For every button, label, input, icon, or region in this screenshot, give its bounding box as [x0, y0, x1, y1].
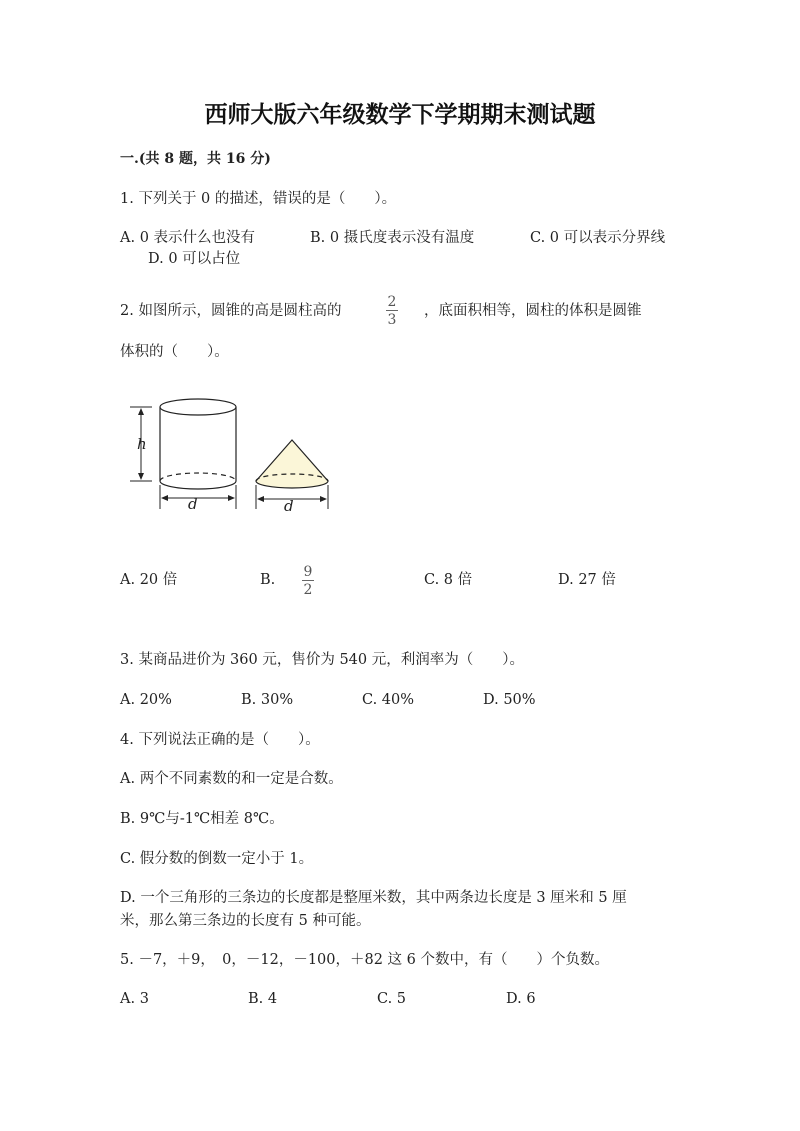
cylinder-diameter-label-d: d — [188, 495, 198, 513]
q3-stem: 3. 某商品进价为 360 元，售价为 540 元，利润率为（ ）。 — [120, 652, 524, 668]
q2-option-d: D. 27 倍 — [558, 572, 616, 588]
height-label-h: h — [137, 435, 147, 453]
q4-option-c: C. 假分数的倒数一定小于 1。 — [120, 851, 314, 867]
q4-option-b: B. 9℃与-1℃相差 8℃。 — [120, 811, 284, 827]
section-heading: 一.(共 8 题，共 16 分) — [120, 151, 271, 167]
q4-option-d-line2: 米，那么第三条边的长度有 5 种可能。 — [120, 913, 371, 929]
q2-option-a: A. 20 倍 — [120, 572, 178, 588]
q2-option-c: C. 8 倍 — [424, 572, 473, 588]
q2-option-b-numerator: 9 — [303, 564, 313, 580]
q5-option-d: D. 6 — [506, 991, 536, 1007]
q1-option-c: C. 0 可以表示分界线 — [530, 230, 666, 246]
q2-fraction-denominator: 3 — [387, 312, 397, 328]
q3-option-c: C. 40% — [362, 692, 415, 708]
q1-stem: 1. 下列关于 0 的描述，错误的是（ ）。 — [120, 191, 397, 207]
fraction-bar — [386, 310, 398, 311]
q1-option-a: A. 0 表示什么也没有 — [120, 230, 256, 246]
q4-option-a: A. 两个不同素数的和一定是合数。 — [120, 771, 343, 787]
cone-diameter-label-d: d — [284, 497, 294, 515]
q2-option-b: B. — [260, 572, 276, 588]
q1-option-b: B. 0 摄氏度表示没有温度 — [310, 230, 475, 246]
q3-option-b: B. 30% — [241, 692, 294, 708]
q2-fraction-numerator: 2 — [387, 294, 397, 310]
q4-option-d-line1: D. 一个三角形的三条边的长度都是整厘米数，其中两条边长度是 3 厘米和 5 厘 — [120, 890, 627, 906]
q2-fraction-two-thirds — [386, 295, 398, 327]
q5-option-b: B. 4 — [248, 991, 278, 1007]
cylinder-shape — [160, 399, 236, 489]
q2-stem-part2: ，底面积相等，圆柱的体积是圆锥 — [424, 303, 642, 319]
q3-option-a: A. 20% — [120, 692, 172, 708]
q5-option-a: A. 3 — [120, 991, 149, 1007]
page-title: 西师大版六年级数学下学期期末测试题 — [204, 101, 596, 128]
q2-stem-part3: 体积的（ ）。 — [120, 344, 229, 360]
q2-stem-part1: 2. 如图所示，圆锥的高是圆柱高的 — [120, 303, 342, 319]
q3-option-d: D. 50% — [483, 692, 536, 708]
q2-option-b-fraction — [302, 565, 314, 597]
q4-stem: 4. 下列说法正确的是（ ）。 — [120, 732, 320, 748]
q1-option-d: D. 0 可以占位 — [148, 251, 241, 267]
q5-stem: 5. －7，＋9， 0，－12，－100，＋82 这 6 个数中，有（ ）个负数。 — [120, 952, 609, 968]
q5-option-c: C. 5 — [377, 991, 407, 1007]
fraction-bar — [302, 580, 314, 581]
cone-shape — [256, 440, 328, 488]
q2-option-b-denominator: 2 — [303, 582, 313, 598]
cylinder-cone-figure — [120, 395, 350, 525]
